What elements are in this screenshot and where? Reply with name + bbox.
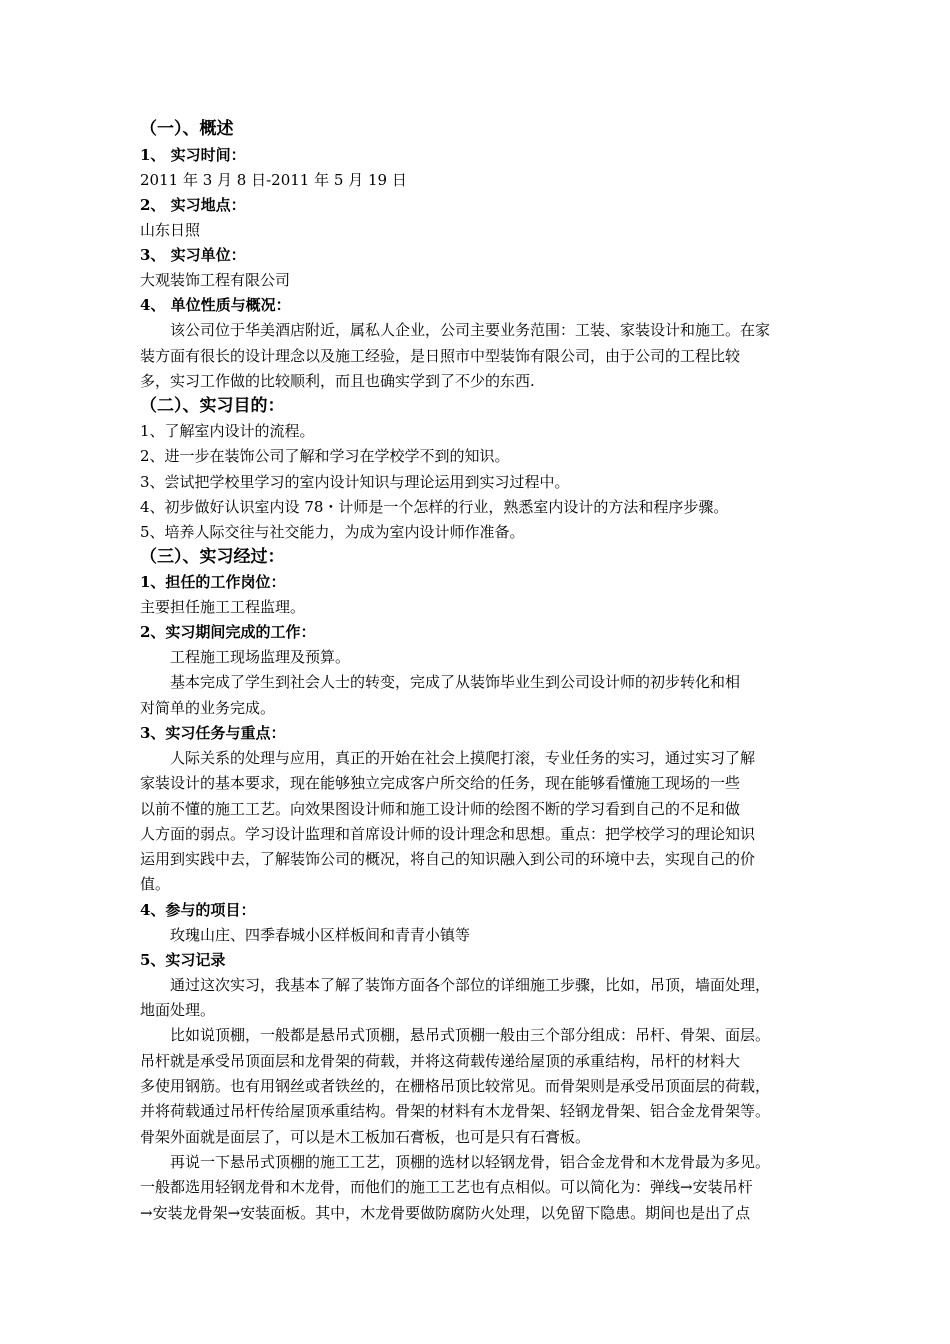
overview-text-company: 大观装饰工程有限公司 bbox=[140, 271, 291, 290]
paragraph-line: 运用到实践中去，了解装饰公司的概况，将自己的知识融入到公司的环境中去，实现自己的价 bbox=[140, 850, 756, 869]
paragraph-line: 人际关系的处理与应用，真正的开始在社会上摸爬打滚，专业任务的实习，通过实习了解 bbox=[170, 748, 756, 767]
paragraph-line: 人方面的弱点。学习设计监理和首席设计师的设计理念和思想。重点：把学校学习的理论知识 bbox=[140, 824, 756, 843]
section-title-overview: （一）、概述 bbox=[140, 119, 234, 139]
overview-text-location: 山东日照 bbox=[140, 221, 201, 239]
process-heading-record: 5、实习记录 bbox=[140, 950, 226, 969]
purpose-item: 2、进一步在装饰公司了解和学习在学校学不到的知识。 bbox=[140, 447, 510, 466]
overview-heading-time: 1、 实习时间： bbox=[140, 145, 246, 164]
paragraph-line: 骨架外面就是面层了，可以是木工板加石膏板，也可是只有石膏板。 bbox=[140, 1127, 591, 1146]
paragraph-line: 以前不懂的施工工艺。向效果图设计师和施工设计师的绘图不断的学习看到自己的不足和做 bbox=[140, 799, 741, 818]
process-heading-tasks: 3、实习任务与重点： bbox=[140, 723, 286, 742]
process-paragraph-record-intro bbox=[140, 973, 822, 1024]
process-paragraph-work bbox=[140, 670, 822, 721]
paragraph-line: →安装龙骨架→安装面板。其中，木龙骨要做防腐防火处理，以免留下隐患。期间也是出了点 bbox=[140, 1203, 751, 1222]
paragraph-line: 多，实习工作做的比较顺利，而且也确实学到了不少的东西. bbox=[140, 372, 535, 390]
paragraph-line: 地面处理。 bbox=[140, 1001, 216, 1020]
overview-heading-location: 2、 实习地点： bbox=[140, 196, 246, 214]
purpose-item: 1、了解室内设计的流程。 bbox=[140, 422, 315, 441]
paragraph-line: 一般都选用轻钢龙骨和木龙骨，而他们的施工工艺也有点相似。可以简化为：弹线→安装吊杆 bbox=[140, 1178, 753, 1197]
process-heading-work: 2、实习期间完成的工作： bbox=[140, 623, 316, 642]
document-body bbox=[140, 117, 822, 1226]
process-paragraph-ceiling bbox=[140, 1023, 822, 1149]
process-text-projects: 玫瑰山庄、四季春城小区样板间和青青小镇等 bbox=[170, 925, 471, 944]
paragraph-line: 再说一下悬吊式顶棚的施工工艺，顶棚的选材以轻钢龙骨，铝合金龙骨和木龙骨最为多见。 bbox=[170, 1152, 771, 1171]
paragraph-line: 比如说顶棚，一般都是悬吊式顶棚，悬吊式顶棚一般由三个部分组成：吊杆、骨架、面层。 bbox=[170, 1026, 771, 1045]
paragraph-line: 吊杆就是承受吊顶面层和龙骨架的荷载，并将这荷载传递给屋顶的承重结构，吊杆的材料大 bbox=[140, 1051, 741, 1070]
overview-heading-nature: 4、 单位性质与概况： bbox=[140, 296, 291, 315]
paragraph-line: 家装设计的基本要求，现在能够独立完成客户所交给的任务，现在能够看懂施工现场的一些 bbox=[140, 774, 741, 793]
process-paragraph-tasks bbox=[140, 746, 822, 898]
process-heading-position: 1、担任的工作岗位： bbox=[140, 572, 286, 591]
paragraph-line: 对简单的业务完成。 bbox=[140, 698, 276, 717]
paragraph-line: 装方面有很长的设计理念以及施工经验，是日照市中型装饰有限公司，由于公司的工程比较 bbox=[140, 346, 741, 365]
overview-text-time: 2011 年 3 月 8 日-2011 年 5 月 19 日 bbox=[140, 170, 407, 189]
purpose-item: 5、培养人际交往与社交能力，为成为室内设计师作准备。 bbox=[140, 522, 525, 541]
process-heading-projects: 4、参与的项目： bbox=[140, 900, 256, 919]
paragraph-line: 基本完成了学生到社会人士的转变，完成了从装饰毕业生到公司设计师的初步转化和相 bbox=[170, 673, 741, 692]
overview-paragraph-nature bbox=[140, 318, 822, 394]
paragraph-line: 该公司位于华美酒店附近，属私人企业，公司主要业务范围：工装、家装设计和施工。在家 bbox=[170, 321, 771, 340]
purpose-item: 4、初步做好认识室内设 78・计师是一个怎样的行业，熟悉室内设计的方法和程序步骤。 bbox=[140, 497, 729, 516]
section-title-process: （三）、实习经过： bbox=[140, 547, 285, 568]
process-text-work: 工程施工现场监理及预算。 bbox=[170, 648, 351, 667]
process-text-position: 主要担任施工工程监理。 bbox=[140, 597, 306, 616]
purpose-item: 3、尝试把学校里学习的室内设计知识与理论运用到实习过程中。 bbox=[140, 472, 570, 491]
paragraph-line: 并将荷载通过吊杆传给屋顶承重结构。骨架的材料有木龙骨架、轻钢龙骨架、铝合金龙骨架等。 bbox=[140, 1102, 771, 1121]
paragraph-line: 多使用钢筋。也有用钢丝或者铁丝的，在栅格吊顶比较常见。而骨架则是承受吊顶面层的荷载， bbox=[140, 1077, 771, 1096]
process-paragraph-ceiling-process bbox=[140, 1150, 822, 1226]
paragraph-line: 通过这次实习，我基本了解了装饰方面各个部位的详细施工步骤，比如，吊顶，墙面处理， bbox=[170, 975, 771, 994]
paragraph-line: 值。 bbox=[140, 875, 171, 894]
overview-heading-company: 3、 实习单位： bbox=[140, 246, 246, 265]
section-title-purpose: （二）、实习目的： bbox=[140, 396, 285, 417]
